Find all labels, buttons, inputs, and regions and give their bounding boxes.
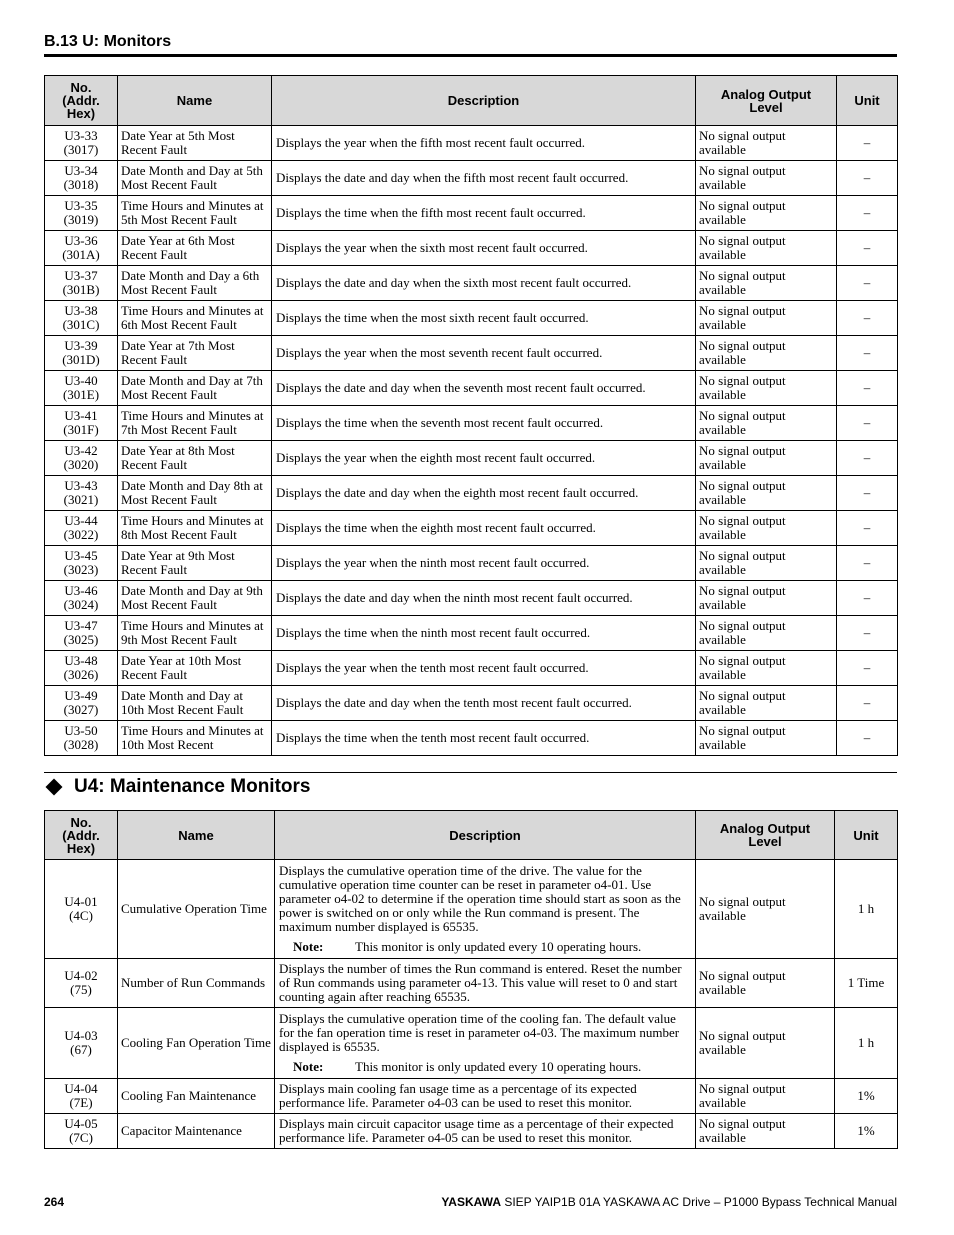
note-label: Note: bbox=[293, 1059, 324, 1074]
monitor-address: (3020) bbox=[63, 457, 99, 472]
monitor-name: Capacitor Maintenance bbox=[118, 1114, 275, 1149]
monitor-number: U3-38 bbox=[64, 303, 98, 318]
monitor-name: Date Year at 8th Most Recent Fault bbox=[118, 441, 272, 476]
monitor-name: Time Hours and Minutes at 7th Most Recent Fault bbox=[118, 406, 272, 441]
analog-output-level: No signal output available bbox=[696, 1079, 835, 1114]
unit: 1% bbox=[835, 1079, 898, 1114]
header-analog-line: Analog Output bbox=[720, 86, 812, 102]
monitor-number: U3-35 bbox=[64, 198, 98, 213]
monitor-description-cell bbox=[275, 860, 696, 959]
table-row bbox=[45, 721, 898, 756]
monitor-number: U3-50 bbox=[64, 723, 98, 738]
unit: – bbox=[837, 126, 898, 161]
page-number: 264 bbox=[44, 1195, 65, 1209]
analog-output-level: No signal output available bbox=[696, 196, 837, 231]
monitor-description-cell bbox=[275, 1114, 696, 1149]
analog-output-level: No signal output available bbox=[696, 721, 837, 756]
table-header-row bbox=[45, 811, 898, 860]
monitor-name: Date Year at 5th Most Recent Fault bbox=[118, 126, 272, 161]
monitor-description: Displays the date and day when the ninth most recent fault occurred. bbox=[276, 590, 633, 605]
monitor-description-cell bbox=[272, 231, 696, 266]
header-no-line: Hex) bbox=[66, 840, 96, 856]
monitor-address: (3028) bbox=[63, 737, 99, 752]
monitor-number-cell bbox=[45, 126, 118, 161]
header-analog-line: Level bbox=[749, 99, 783, 115]
section-title: B.13 U: Monitors bbox=[44, 33, 172, 50]
monitor-number: U3-47 bbox=[64, 618, 98, 633]
monitor-number-cell bbox=[45, 581, 118, 616]
monitor-description: Displays the date and day when the seventh most recent fault occurred. bbox=[276, 380, 646, 395]
table-row bbox=[45, 441, 898, 476]
monitor-description-cell bbox=[272, 721, 696, 756]
table-row bbox=[45, 406, 898, 441]
analog-output-level: No signal output available bbox=[696, 161, 837, 196]
table-row bbox=[45, 161, 898, 196]
unit: 1 Time bbox=[835, 959, 898, 1008]
monitor-number-cell bbox=[45, 721, 118, 756]
monitor-name: Time Hours and Minutes at 8th Most Recent Fault bbox=[118, 511, 272, 546]
unit: – bbox=[837, 336, 898, 371]
monitor-number: U3-34 bbox=[64, 163, 98, 178]
monitor-description: Displays main circuit capacitor usage time as a percentage of their expected performance life. Parameter o4-05 can be used to reset this monitor. bbox=[279, 1116, 674, 1145]
unit: – bbox=[837, 371, 898, 406]
table-row bbox=[45, 511, 898, 546]
monitor-number-cell bbox=[45, 1114, 118, 1149]
unit: – bbox=[837, 651, 898, 686]
monitor-number-cell bbox=[45, 686, 118, 721]
monitor-description-cell bbox=[272, 196, 696, 231]
header-name: Name bbox=[118, 76, 272, 126]
monitor-number-cell bbox=[45, 196, 118, 231]
monitor-description-cell bbox=[272, 616, 696, 651]
monitor-number: U3-36 bbox=[64, 233, 98, 248]
monitor-name: Date Year at 6th Most Recent Fault bbox=[118, 231, 272, 266]
unit: – bbox=[837, 476, 898, 511]
monitor-number: U3-42 bbox=[64, 443, 98, 458]
monitor-name: Date Month and Day at 5th Most Recent Fault bbox=[118, 161, 272, 196]
monitor-description-cell bbox=[272, 406, 696, 441]
table-row bbox=[45, 371, 898, 406]
monitor-address: (3025) bbox=[63, 632, 99, 647]
note-label: Note: bbox=[293, 939, 324, 954]
monitor-number: U4-02 bbox=[64, 968, 98, 983]
monitor-address: (3021) bbox=[63, 492, 99, 507]
monitor-description: Displays main cooling fan usage time as a percentage of its expected performance life. Parameter o4-03 can be used to reset this monitor. bbox=[279, 1081, 637, 1110]
monitor-description-cell bbox=[272, 126, 696, 161]
analog-output-level: No signal output available bbox=[696, 959, 835, 1008]
monitor-address: (3027) bbox=[63, 702, 99, 717]
monitor-address: (301B) bbox=[62, 282, 100, 297]
monitor-address: (3017) bbox=[63, 142, 99, 157]
monitor-address: (7C) bbox=[69, 1130, 93, 1145]
monitor-number: U3-45 bbox=[64, 548, 98, 563]
monitor-number: U3-41 bbox=[64, 408, 98, 423]
analog-output-level: No signal output available bbox=[696, 231, 837, 266]
analog-output-level: No signal output available bbox=[696, 371, 837, 406]
monitor-address: (67) bbox=[70, 1042, 92, 1057]
monitor-name: Cooling Fan Maintenance bbox=[118, 1079, 275, 1114]
unit: – bbox=[837, 161, 898, 196]
monitor-number-cell bbox=[45, 266, 118, 301]
table-row bbox=[45, 616, 898, 651]
monitor-name: Date Year at 7th Most Recent Fault bbox=[118, 336, 272, 371]
monitor-address: (3023) bbox=[63, 562, 99, 577]
monitor-name: Time Hours and Minutes at 9th Most Recent Fault bbox=[118, 616, 272, 651]
monitor-name: Date Month and Day at 10th Most Recent Fault bbox=[118, 686, 272, 721]
monitor-number-cell bbox=[45, 231, 118, 266]
analog-output-level: No signal output available bbox=[696, 441, 837, 476]
monitor-number-cell bbox=[45, 476, 118, 511]
monitor-number-cell bbox=[45, 959, 118, 1008]
monitor-description-cell bbox=[272, 441, 696, 476]
unit: – bbox=[837, 546, 898, 581]
analog-output-level: No signal output available bbox=[696, 581, 837, 616]
analog-output-level: No signal output available bbox=[696, 476, 837, 511]
monitor-description: Displays the date and day when the fifth most recent fault occurred. bbox=[276, 170, 629, 185]
monitor-number-cell bbox=[45, 860, 118, 959]
header-name: Name bbox=[118, 811, 275, 860]
monitor-description: Displays the time when the seventh most recent fault occurred. bbox=[276, 415, 604, 430]
monitor-name: Cumulative Operation Time bbox=[118, 860, 275, 959]
table-row bbox=[45, 1114, 898, 1149]
header-unit: Unit bbox=[837, 76, 898, 126]
monitor-number: U3-33 bbox=[64, 128, 98, 143]
monitor-number-cell bbox=[45, 301, 118, 336]
monitor-name: Cooling Fan Operation Time bbox=[118, 1008, 275, 1079]
monitor-description-cell bbox=[272, 651, 696, 686]
header-analog-line: Analog Output bbox=[719, 821, 811, 836]
note bbox=[279, 1060, 692, 1074]
monitor-number: U3-46 bbox=[64, 583, 98, 598]
monitor-address: (301A) bbox=[62, 247, 100, 262]
header-unit: Unit bbox=[835, 811, 898, 860]
monitor-number-cell bbox=[45, 651, 118, 686]
monitor-number-cell bbox=[45, 371, 118, 406]
monitor-description-cell bbox=[272, 476, 696, 511]
monitor-address: (301E) bbox=[62, 387, 100, 402]
monitor-address: (7E) bbox=[69, 1095, 93, 1110]
header-no-line: Hex) bbox=[66, 106, 96, 121]
header-no-line: No. bbox=[70, 80, 92, 95]
monitor-description: Displays the time when the most sixth recent fault occurred. bbox=[276, 310, 589, 325]
monitor-number-cell bbox=[45, 406, 118, 441]
monitor-name: Time Hours and Minutes at 5th Most Recent Fault bbox=[118, 196, 272, 231]
monitor-address: (4C) bbox=[69, 908, 93, 923]
monitor-number: U3-40 bbox=[64, 373, 98, 388]
note bbox=[279, 940, 692, 954]
unit: – bbox=[837, 441, 898, 476]
table-row bbox=[45, 1008, 898, 1079]
monitor-number: U3-43 bbox=[64, 478, 98, 493]
monitor-description: Displays the year when the most seventh recent fault occurred. bbox=[276, 345, 603, 360]
monitor-number: U3-48 bbox=[64, 653, 98, 668]
footer-text bbox=[441, 1195, 897, 1209]
monitor-address: (3019) bbox=[63, 212, 99, 227]
note-text: This monitor is only updated every 10 operating hours. bbox=[355, 1059, 642, 1074]
monitor-name: Date Month and Day a 6th Most Recent Fault bbox=[118, 266, 272, 301]
monitor-description-cell bbox=[275, 1079, 696, 1114]
unit: – bbox=[837, 686, 898, 721]
monitor-address: (3018) bbox=[63, 177, 99, 192]
monitor-description: Displays the cumulative operation time of the cooling fan. The default value for the fan operation time is reset in parameter o4-03. The maximum number displayed is 65535. bbox=[279, 1011, 680, 1054]
unit: – bbox=[837, 196, 898, 231]
analog-output-level: No signal output available bbox=[696, 1114, 835, 1149]
note-text: This monitor is only updated every 10 operating hours. bbox=[355, 939, 642, 954]
table-row bbox=[45, 476, 898, 511]
unit: – bbox=[837, 511, 898, 546]
monitor-address: (3026) bbox=[63, 667, 99, 682]
monitor-name: Date Year at 9th Most Recent Fault bbox=[118, 546, 272, 581]
table-row bbox=[45, 686, 898, 721]
monitor-description: Displays the year when the fifth most recent fault occurred. bbox=[276, 135, 585, 150]
monitor-description-cell bbox=[272, 336, 696, 371]
monitor-description: Displays the date and day when the tenth most recent fault occurred. bbox=[276, 695, 632, 710]
monitor-name: Number of Run Commands bbox=[118, 959, 275, 1008]
table-row bbox=[45, 651, 898, 686]
table-row bbox=[45, 860, 898, 959]
monitor-number: U4-04 bbox=[64, 1081, 98, 1096]
u4-title: U4: Maintenance Monitors bbox=[74, 776, 311, 797]
unit: – bbox=[837, 581, 898, 616]
table-row bbox=[45, 336, 898, 371]
table-row bbox=[45, 546, 898, 581]
monitor-name: Date Month and Day at 7th Most Recent Fault bbox=[118, 371, 272, 406]
monitor-description: Displays the time when the ninth most recent fault occurred. bbox=[276, 625, 591, 640]
unit: – bbox=[837, 301, 898, 336]
header-analog bbox=[696, 76, 837, 126]
monitor-description-cell bbox=[272, 161, 696, 196]
header-no-line: (Addr. bbox=[62, 827, 100, 843]
analog-output-level: No signal output available bbox=[696, 126, 837, 161]
table-row bbox=[45, 959, 898, 1008]
u4-section-heading bbox=[44, 776, 310, 798]
monitor-description: Displays the number of times the Run command is entered. Reset the number of Run commands using parameter o4-13. This value will reset to 0 and start counting again after reaching 65535. bbox=[279, 961, 682, 1004]
monitor-description: Displays the time when the tenth most recent fault occurred. bbox=[276, 730, 590, 745]
monitor-description-cell bbox=[272, 301, 696, 336]
header-no bbox=[45, 811, 118, 860]
header-description: Description bbox=[272, 76, 696, 126]
title-rule bbox=[44, 54, 897, 57]
unit: 1 h bbox=[835, 1008, 898, 1079]
monitor-number: U3-44 bbox=[64, 513, 98, 528]
monitor-description: Displays the year when the eighth most recent fault occurred. bbox=[276, 450, 596, 465]
u4-monitor-table bbox=[44, 810, 898, 1149]
monitor-name: Date Month and Day 8th at Most Recent Fault bbox=[118, 476, 272, 511]
analog-output-level: No signal output available bbox=[696, 651, 837, 686]
monitor-number: U4-03 bbox=[64, 1028, 98, 1043]
monitor-address: (3022) bbox=[63, 527, 99, 542]
monitor-number: U4-05 bbox=[64, 1116, 98, 1131]
table-row bbox=[45, 1079, 898, 1114]
analog-output-level: No signal output available bbox=[696, 336, 837, 371]
monitor-name: Time Hours and Minutes at 6th Most Recent Fault bbox=[118, 301, 272, 336]
header-analog-line: Level bbox=[748, 834, 782, 849]
table-row bbox=[45, 266, 898, 301]
monitor-number-cell bbox=[45, 1079, 118, 1114]
monitor-number: U3-39 bbox=[64, 338, 98, 353]
monitor-number-cell bbox=[45, 161, 118, 196]
monitor-description: Displays the year when the sixth most recent fault occurred. bbox=[276, 240, 588, 255]
header-analog bbox=[696, 811, 835, 860]
monitor-address: (301D) bbox=[62, 352, 100, 367]
monitor-description-cell bbox=[272, 546, 696, 581]
monitor-number-cell bbox=[45, 441, 118, 476]
monitor-description: Displays the date and day when the eighth most recent fault occurred. bbox=[276, 485, 639, 500]
analog-output-level: No signal output available bbox=[696, 511, 837, 546]
header-no bbox=[45, 76, 118, 126]
table-row bbox=[45, 231, 898, 266]
unit: – bbox=[837, 231, 898, 266]
analog-output-level: No signal output available bbox=[696, 406, 837, 441]
monitor-number-cell bbox=[45, 616, 118, 651]
monitor-description: Displays the date and day when the sixth most recent fault occurred. bbox=[276, 275, 632, 290]
monitor-description: Displays the time when the eighth most recent fault occurred. bbox=[276, 520, 596, 535]
monitor-number-cell bbox=[45, 336, 118, 371]
unit: – bbox=[837, 406, 898, 441]
monitor-description: Displays the cumulative operation time of the drive. The value for the cumulative operation time counter can be reset in parameter o4-01. Use parameter o4-02 to determine if the operation time should start as soon as the power is switched on or only while the Run command is present. The maximum number displayed is 65535. bbox=[279, 863, 681, 934]
unit: – bbox=[837, 266, 898, 301]
monitor-number-cell bbox=[45, 1008, 118, 1079]
monitor-description-cell bbox=[275, 1008, 696, 1079]
diamond-icon bbox=[46, 779, 63, 796]
table-row bbox=[45, 196, 898, 231]
analog-output-level: No signal output available bbox=[696, 301, 837, 336]
table-row bbox=[45, 126, 898, 161]
analog-output-level: No signal output available bbox=[696, 1008, 835, 1079]
unit: 1 h bbox=[835, 860, 898, 959]
monitor-description-cell bbox=[272, 511, 696, 546]
monitor-description-cell bbox=[272, 686, 696, 721]
monitor-name: Date Month and Day at 9th Most Recent Fault bbox=[118, 581, 272, 616]
monitor-number-cell bbox=[45, 546, 118, 581]
monitor-number-cell bbox=[45, 511, 118, 546]
monitor-number: U4-01 bbox=[64, 894, 98, 909]
unit: 1% bbox=[835, 1114, 898, 1149]
monitor-number: U3-49 bbox=[64, 688, 98, 703]
monitor-address: (301F) bbox=[63, 422, 99, 437]
analog-output-level: No signal output available bbox=[696, 546, 837, 581]
header-description: Description bbox=[275, 811, 696, 860]
footer-brand: YASKAWA bbox=[441, 1195, 501, 1209]
analog-output-level: No signal output available bbox=[696, 860, 835, 959]
analog-output-level: No signal output available bbox=[696, 266, 837, 301]
monitor-number: U3-37 bbox=[64, 268, 98, 283]
monitor-address: (75) bbox=[70, 982, 92, 997]
header-no-line: (Addr. bbox=[62, 93, 100, 108]
u3-monitor-table bbox=[44, 75, 898, 756]
monitor-description: Displays the year when the tenth most recent fault occurred. bbox=[276, 660, 589, 675]
footer-manual-title: SIEP YAIP1B 01A YASKAWA AC Drive – P1000 Bypass Technical Manual bbox=[504, 1195, 897, 1209]
table-row bbox=[45, 581, 898, 616]
monitor-description-cell bbox=[275, 959, 696, 1008]
analog-output-level: No signal output available bbox=[696, 686, 837, 721]
unit: – bbox=[837, 721, 898, 756]
monitor-description: Displays the time when the fifth most recent fault occurred. bbox=[276, 205, 586, 220]
monitor-description-cell bbox=[272, 266, 696, 301]
monitor-name: Date Year at 10th Most Recent Fault bbox=[118, 651, 272, 686]
table-header-row bbox=[45, 76, 898, 126]
analog-output-level: No signal output available bbox=[696, 616, 837, 651]
monitor-description-cell bbox=[272, 371, 696, 406]
monitor-description-cell bbox=[272, 581, 696, 616]
monitor-address: (301C) bbox=[62, 317, 100, 332]
monitor-name: Time Hours and Minutes at 10th Most Recent bbox=[118, 721, 272, 756]
monitor-description: Displays the year when the ninth most recent fault occurred. bbox=[276, 555, 590, 570]
header-no-line: No. bbox=[70, 814, 92, 830]
monitor-address: (3024) bbox=[63, 597, 99, 612]
table-row bbox=[45, 301, 898, 336]
unit: – bbox=[837, 616, 898, 651]
section-divider bbox=[44, 772, 897, 773]
